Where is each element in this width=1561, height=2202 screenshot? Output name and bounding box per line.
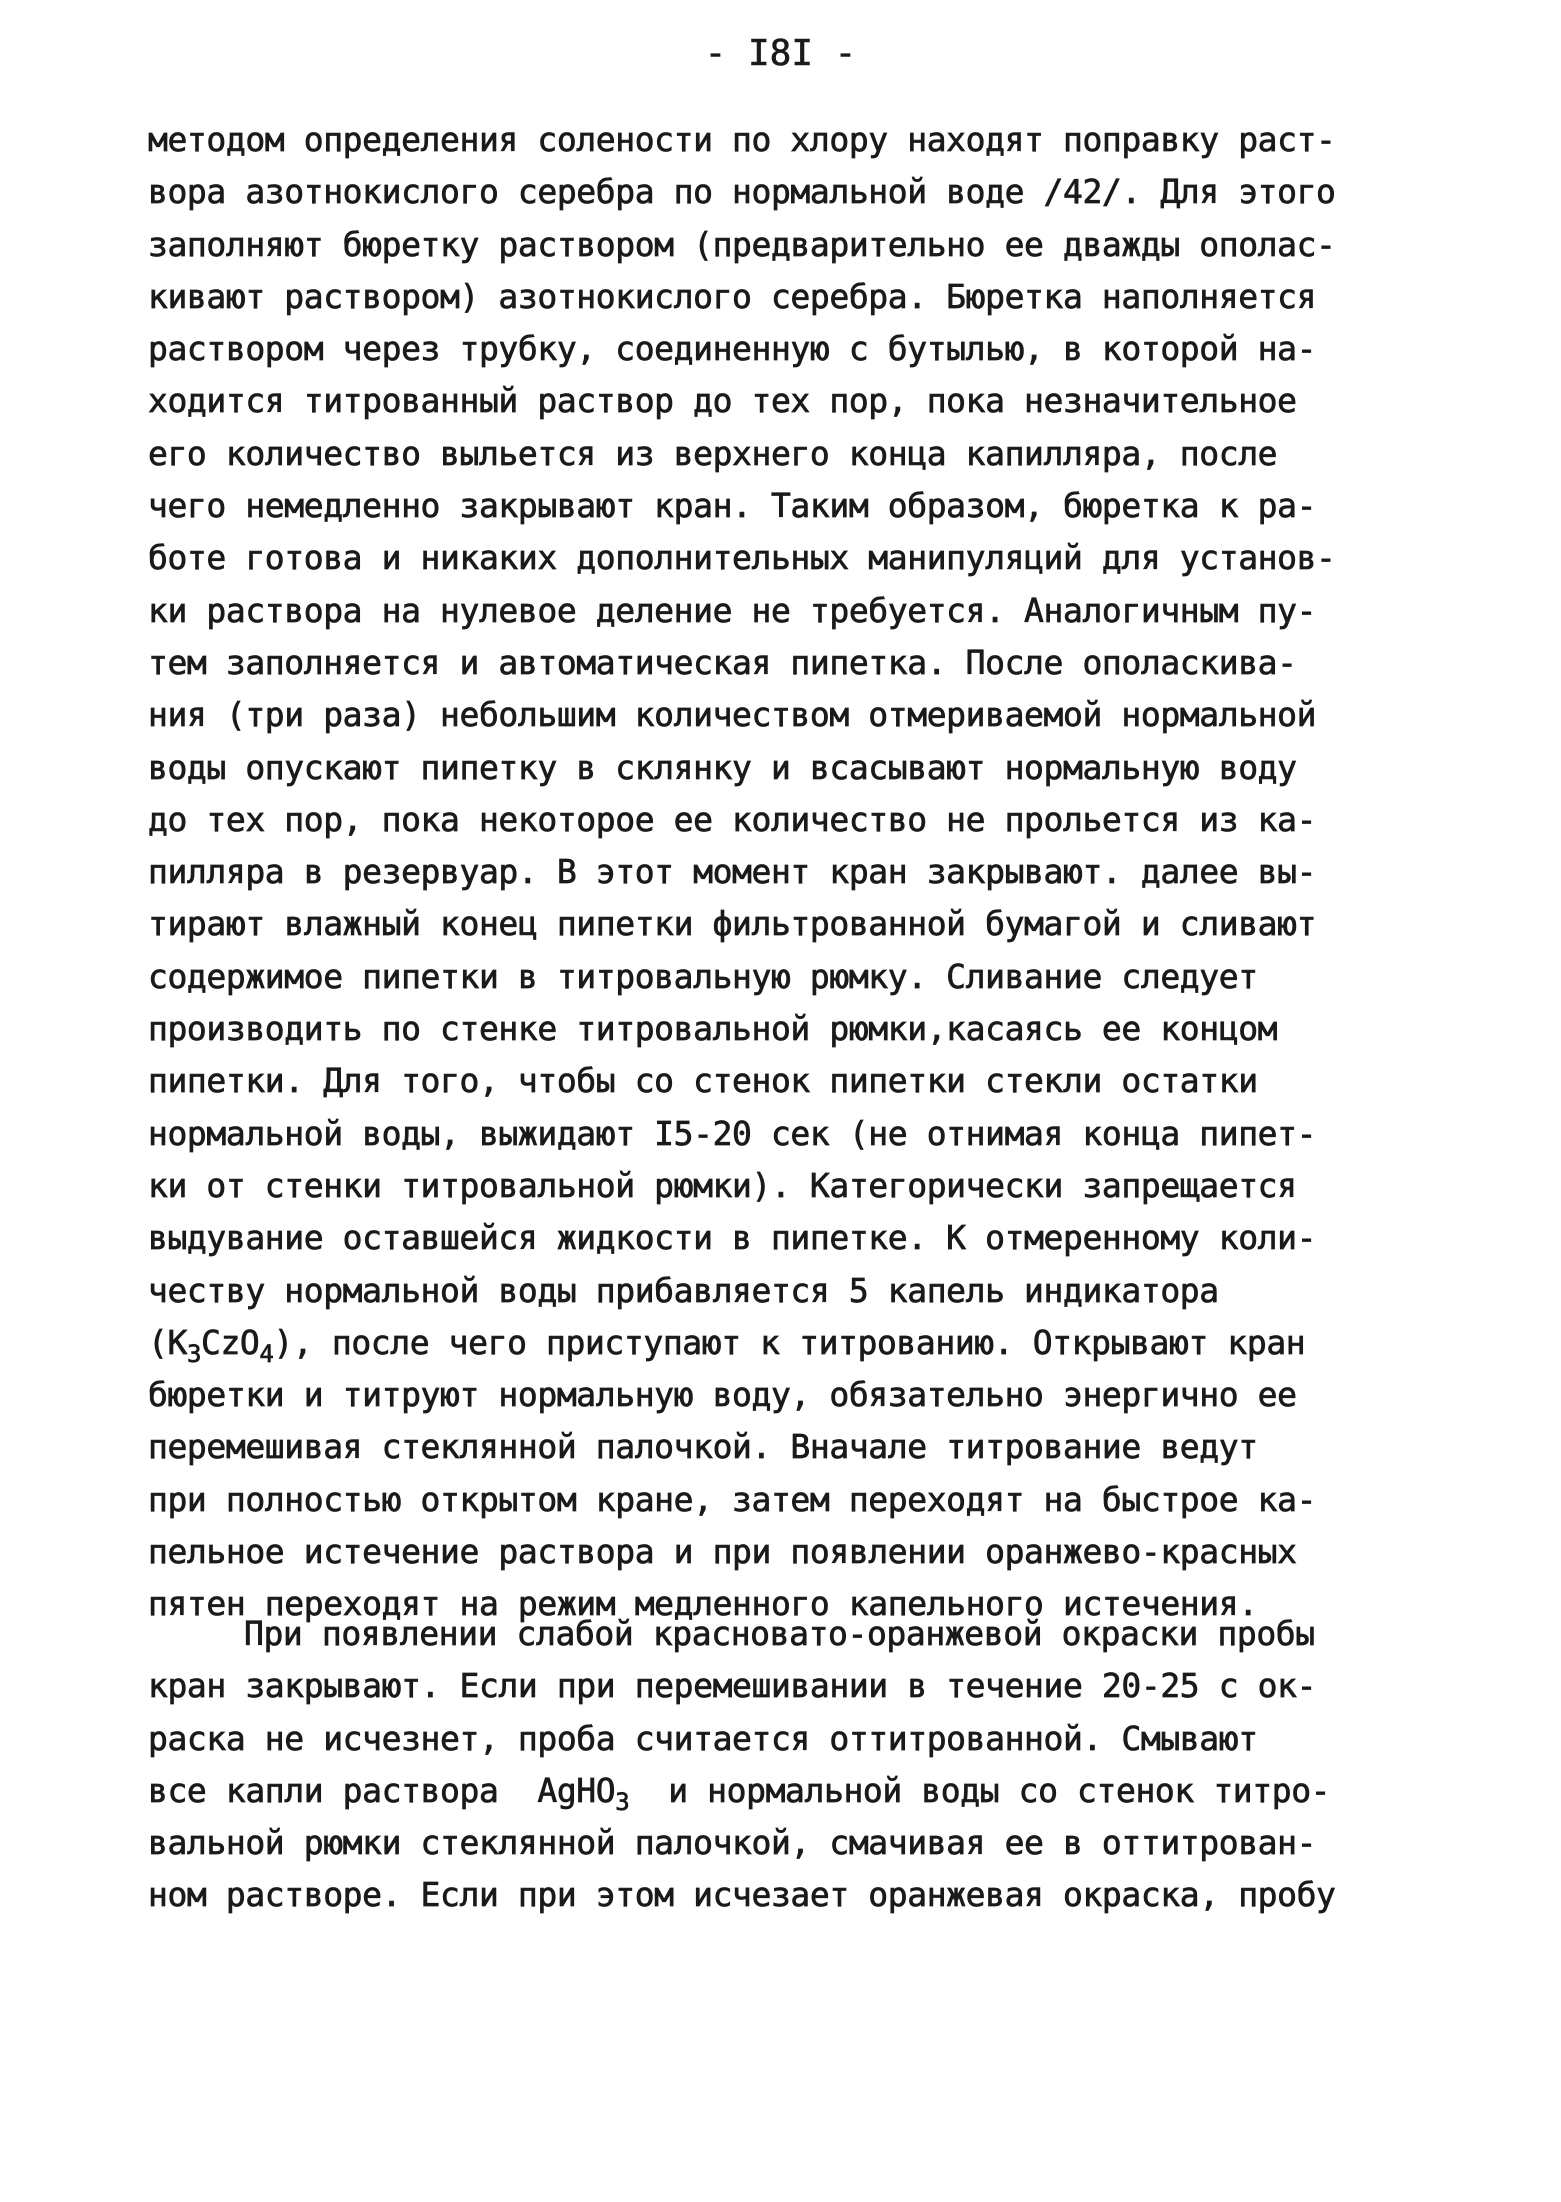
formula-subscript: 3 — [186, 1339, 201, 1368]
text-line: раствором через трубку, соединенную с бутылью, в которой на- — [148, 329, 1317, 369]
paragraph — [148, 114, 1448, 1631]
formula-subscript: 4 — [259, 1339, 274, 1368]
text-line: воды опускают пипетку в склянку и всасывают нормальную воду — [148, 747, 1297, 787]
text-line-formula — [148, 1317, 1448, 1369]
text-part: и нормальной воды со стенок титро- — [629, 1770, 1331, 1810]
text-line: методом определения солености по хлору находят поправку раст- — [148, 120, 1336, 159]
text-line: нормальной воды, выжидают I5-20 сек (не отнимая конца пипет- — [148, 1113, 1317, 1153]
text-line: чего немедленно закрывают кран. Таким образом, бюретка к ра- — [148, 486, 1317, 526]
text-part: ), после чего приступают к титрованию. Открывают кран — [273, 1322, 1306, 1362]
text-line: боте готова и никаких дополнительных манипуляций для установ- — [148, 538, 1336, 578]
text-line: пельное истечение раствора и при появлении оранжево-красных — [148, 1532, 1297, 1572]
text-line: При появлении слабой красновато-оранжевой окраски пробы — [244, 1614, 1315, 1653]
text-line: пятен переходят на режим медленного капельного истечения. — [148, 1584, 1258, 1624]
text-line: выдувание оставшейся жидкости в пипетке. К отмеренному коли- — [148, 1218, 1317, 1258]
text-line: его количество выльется из верхнего конца капилляра, после — [148, 433, 1278, 473]
text-line: честву нормальной воды прибавляется 5 капель индикатора — [148, 1270, 1219, 1310]
text-line: пилляра в резервуар. В этот момент кран закрывают. далее вы- — [148, 852, 1317, 892]
text-line: ки раствора на нулевое деление не требуется. Аналогичным пу- — [148, 590, 1317, 630]
text-line: кивают раствором) азотнокислого серебра. Бюретка наполняется — [148, 276, 1317, 316]
paragraph — [148, 1608, 1448, 1922]
text-line: бюретки и титруют нормальную воду, обязательно энергично ее — [148, 1375, 1297, 1415]
text-line: раска не исчезнет, проба считается оттитрованной. Смывают — [148, 1718, 1258, 1758]
text-line: тем заполняется и автоматическая пипетка. После ополаскива- — [148, 642, 1297, 682]
text-line: заполняют бюретку раствором (предварительно ее дважды ополас- — [148, 224, 1336, 264]
text-line: ходится титрованный раствор до тех пор, пока незначительное — [148, 381, 1297, 421]
text-line: содержимое пипетки в титровальную рюмку. Сливание следует — [148, 956, 1258, 996]
text-line: производить по стенке титровальной рюмки,касаясь ее концом — [148, 1009, 1278, 1049]
formula-part: CzO — [201, 1322, 260, 1362]
text-line: при полностью открытом кране, затем переходят на быстрое ка- — [148, 1479, 1317, 1519]
text-line: кран закрывают. Если при перемешивании в течение 20-25 с ок- — [148, 1666, 1317, 1706]
text-line: вора азотнокислого серебра по нормальной воде /42/. Для этого — [148, 172, 1336, 212]
text-line: ки от стенки титровальной рюмки). Категорически запрещается — [148, 1165, 1297, 1205]
text-line: пипетки. Для того, чтобы со стенок пипетки стекли остатки — [148, 1061, 1258, 1101]
formula-part: (K — [148, 1322, 187, 1362]
text-line: тирают влажный конец пипетки фильтрованной бумагой и сливают — [148, 904, 1317, 944]
formula-subscript: 3 — [615, 1787, 630, 1816]
text-line: ном растворе. Если при этом исчезает оранжевая окраска, пробу — [148, 1875, 1336, 1915]
text-line: вальной рюмки стеклянной палочкой, смачивая ее в оттитрован- — [148, 1823, 1317, 1863]
page-number: - I8I - — [704, 33, 857, 74]
text-line: перемешивая стеклянной палочкой. Вначале титрование ведут — [148, 1427, 1258, 1467]
text-line-formula — [148, 1765, 1448, 1817]
text-line: ния (три раза) небольшим количеством отмериваемой нормальной — [148, 695, 1317, 735]
text-line: до тех пор, пока некоторое ее количество не прольется из ка- — [148, 799, 1317, 839]
text-part: все капли раствора AgHO — [148, 1770, 616, 1810]
